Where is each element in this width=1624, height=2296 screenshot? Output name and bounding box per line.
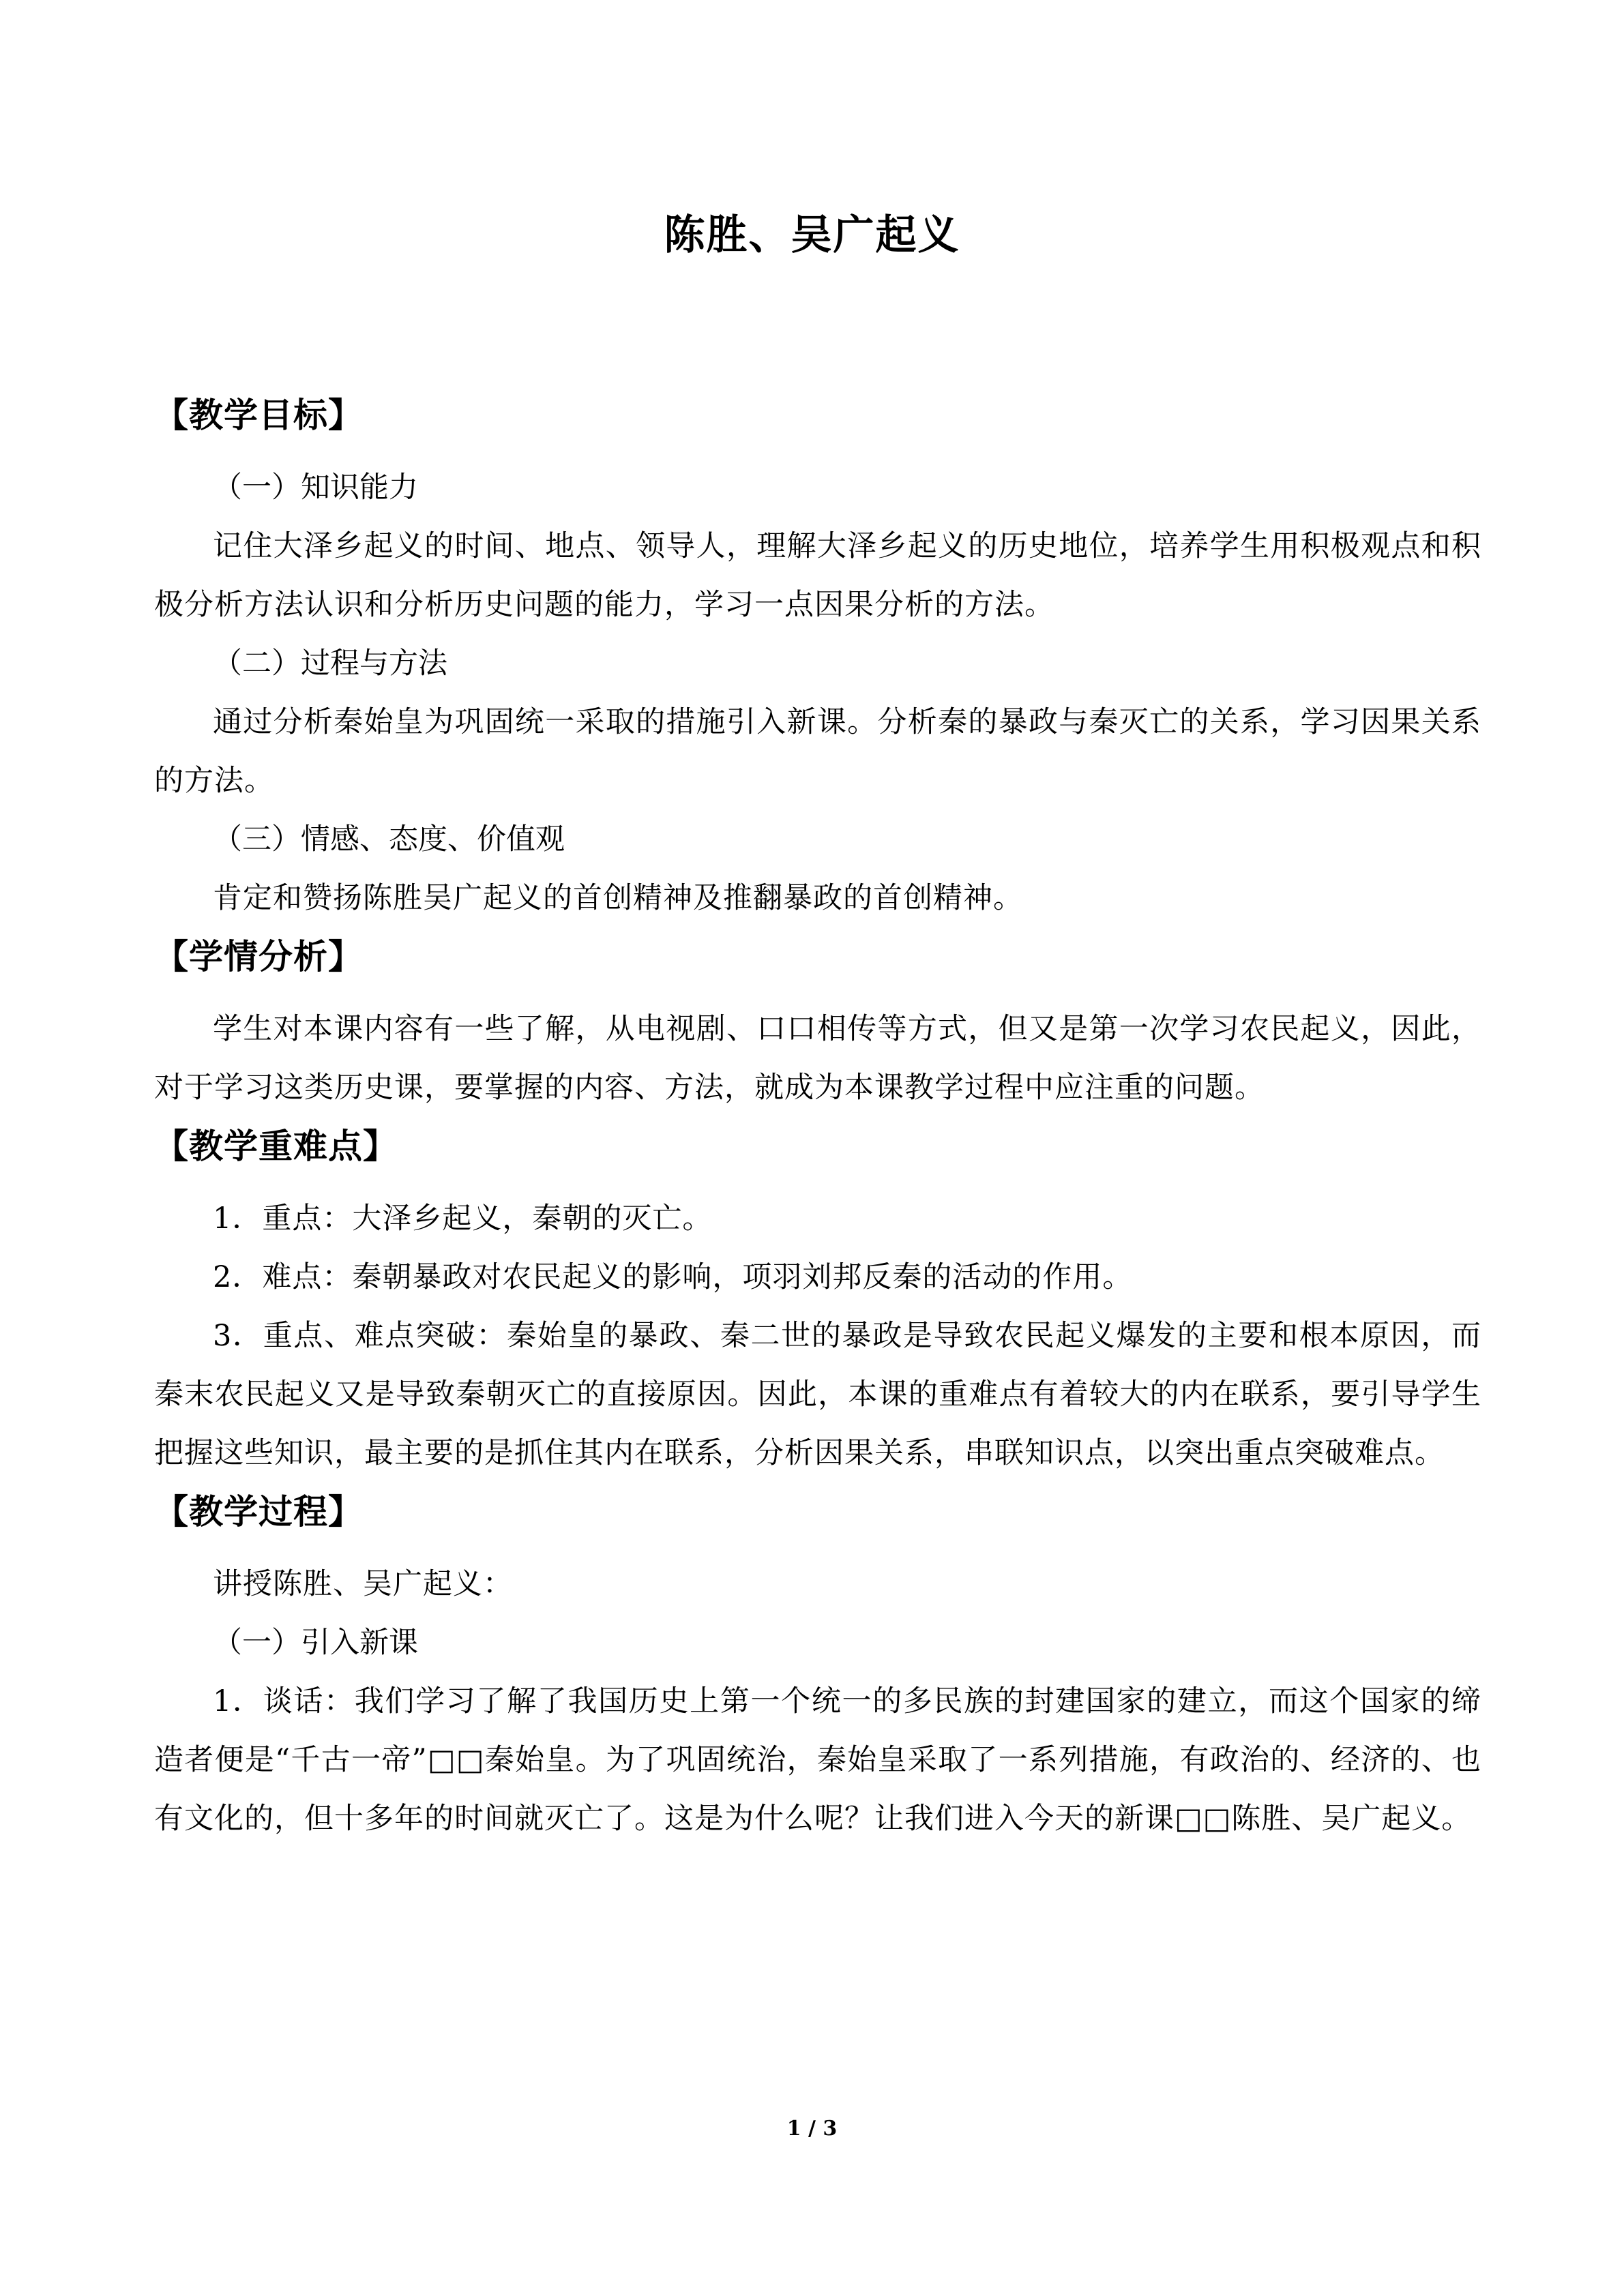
page-number: 1 / 3 bbox=[786, 2117, 838, 2141]
paragraph: 学生对本课内容有一些了解，从电视剧、口口相传等方式，但又是第一次学习农民起义，因此，对于学习这类历史课，要掌握的内容、方法，就成为本课教学过程中应注重的问题。 bbox=[154, 1012, 1481, 1105]
section-heading-key-difficult-points: 【教学重难点】 bbox=[154, 1127, 398, 1166]
section-heading-teaching-objectives: 【教学目标】 bbox=[154, 396, 363, 435]
section-heading-teaching-process: 【教学过程】 bbox=[154, 1492, 363, 1532]
list-item: 3．重点、难点突破：秦始皇的暴政、秦二世的暴政是导致农民起义爆发的主要和根本原因，而秦末农民起义又是导致秦朝灭亡的直接原因。因此，本课的重难点有着较大的内在联系，要引导学生把握这些知识，最主要的是抓住其内在联系，分析因果关系，串联知识点，以突出重点突破难点。 bbox=[154, 1319, 1481, 1470]
paragraph: 肯定和赞扬陈胜吴广起义的首创精神及推翻暴政的首创精神。 bbox=[213, 881, 1023, 915]
list-item: 1．谈话：我们学习了解了我国历史上第一个统一的多民族的封建国家的建立，而这个国家的缔造者便是“千古一帝”□□秦始皇。为了巩固统治，秦始皇采取了一系列措施，有政治的、经济的、也有文化的，但十多年的时间就灭亡了。这是为什么呢？让我们进入今天的新课□□陈胜、吴广起义。 bbox=[154, 1684, 1481, 1836]
subheading-emotion-values: （三）情感、态度、价值观 bbox=[213, 822, 565, 856]
subheading-process-method: （二）过程与方法 bbox=[213, 646, 447, 681]
list-item: 2．难点：秦朝暴政对农民起义的影响，项羽刘邦反秦的活动的作用。 bbox=[213, 1260, 1133, 1294]
section-heading-learning-analysis: 【学情分析】 bbox=[154, 937, 363, 976]
subheading-knowledge-ability: （一）知识能力 bbox=[213, 471, 418, 505]
document-title: 陈胜、吴广起义 bbox=[664, 211, 960, 259]
list-item: 1．重点：大泽乡起义，秦朝的灭亡。 bbox=[213, 1202, 713, 1236]
document-body bbox=[154, 386, 1481, 1848]
paragraph: 讲授陈胜、吴广起义： bbox=[213, 1567, 513, 1601]
paragraph: 记住大泽乡起义的时间、地点、领导人，理解大泽乡起义的历史地位，培养学生用积极观点和积极分析方法认识和分析历史问题的能力，学习一点因果分析的方法。 bbox=[154, 529, 1481, 622]
subheading-introduce-new-lesson: （一）引入新课 bbox=[213, 1626, 418, 1660]
paragraph: 通过分析秦始皇为巩固统一采取的措施引入新课。分析秦的暴政与秦灭亡的关系，学习因果关系的方法。 bbox=[154, 705, 1481, 798]
